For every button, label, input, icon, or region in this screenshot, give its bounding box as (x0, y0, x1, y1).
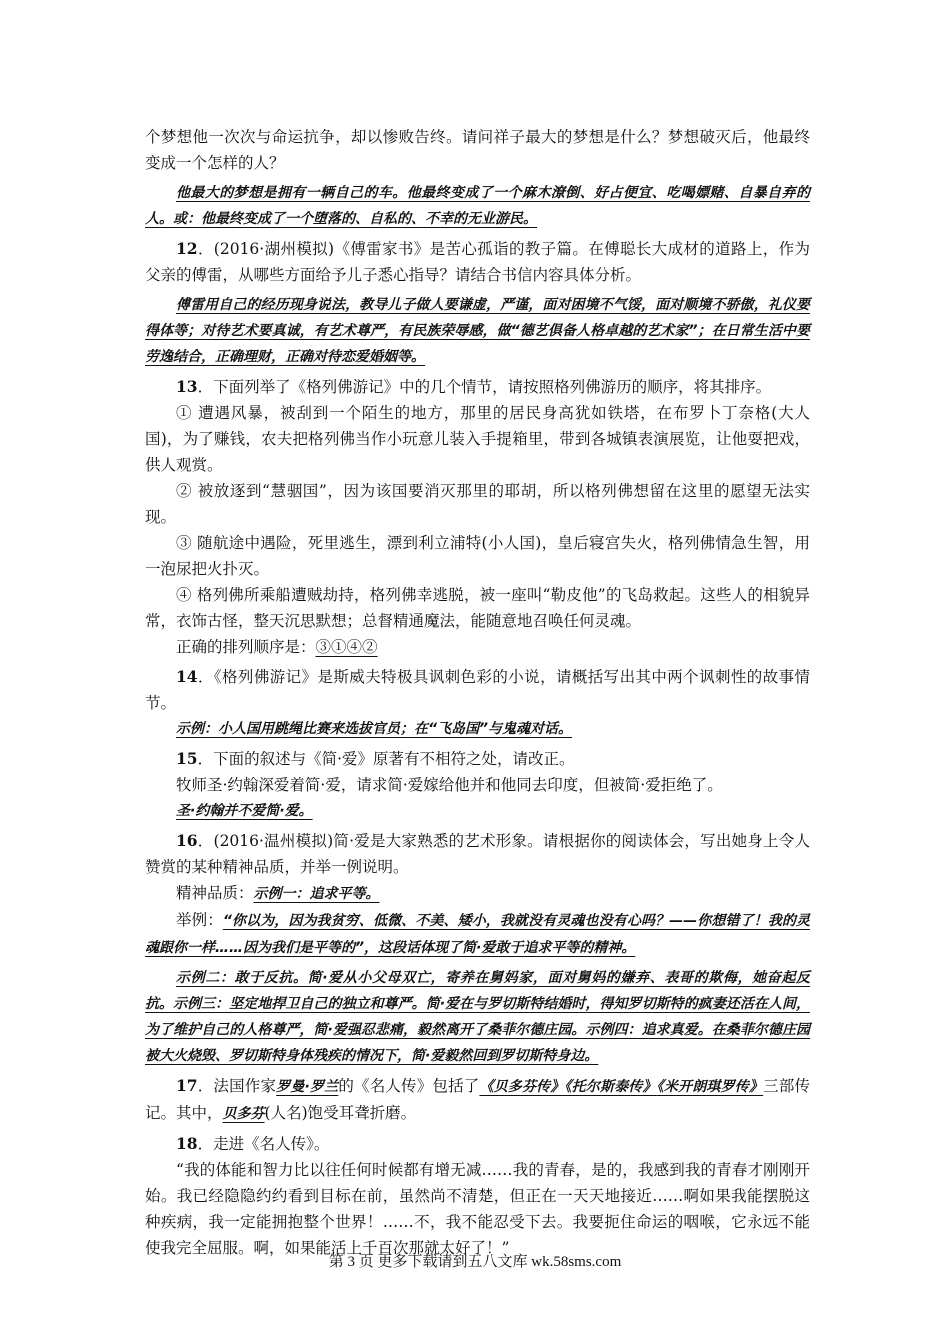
q17-author: 罗曼·罗兰 (276, 1079, 339, 1095)
q13-answer: ③①④② (315, 638, 378, 656)
q16-more-answer: 示例二：敢于反抗。简·爱从小父母双亡，寄养在舅妈家，面对舅妈的嫌弃、表哥的欺侮，她奋起反抗。示例三：坚定地捍卫自己的独立和尊严。简·爱在与罗切斯特结婚时，得知罗切斯特的疯妻还活在人间，为了维护自己的人格尊严，简·爱强忍悲痛，毅然离开了桑菲尔德庄园。示例四：追求真爱。在桑菲尔德庄园被大火烧毁、罗切斯特身体残疾的情况下，简·爱毅然回到罗切斯特身边。 (145, 970, 810, 1064)
q18-quote: “我的体能和智力比以往任何时候都有增无减……我的青春，是的，我感到我的青春才刚刚开始。我已经隐隐约约看到目标在前，虽然尚不清楚，但正在一天天地接近……啊如果我能摆脱这种疾病，我一定能拥抱整个世界！……不，我不能忍受下去。我要扼住命运的咽喉，它永远不能使我完全屈服。啊，如果能活上千百次那就太好了！” (145, 1161, 810, 1257)
q16-example-answer: “你以为，因为我贫穷、低微、不美、矮小，我就没有灵魂也没有心吗？——你想错了！我的灵魂跟你一样……因为我们是平等的”，这段话体现了简·爱敢于追求平等的精神。 (145, 913, 810, 956)
question-12: 12．(2016·湖州模拟)《傅雷家书》是苦心孤诣的教子篇。在傅聪长大成材的道路上，作为父亲的傅雷，从哪些方面给予儿子悉心指导？请结合书信内容具体分析。 (145, 239, 810, 284)
q12-answer: 傅雷用自己的经历现身说法，教导儿子做人要谦虚，严谨，面对困境不气馁，面对顺境不骄傲，礼仪要得体等；对待艺术要真诚，有艺术尊严，有民族荣辱感，做“德艺俱备人格卓越的艺术家”；在日常生活中要劳逸结合，正确理财，正确对待恋爱婚姻等。 (145, 297, 810, 365)
q15-passage: 牧师圣·约翰深爱着简·爱，请求简·爱嫁给他并和他同去印度，但被简·爱拒绝了。 (176, 776, 723, 794)
q16-quality: 精神品质：示例一：追求平等。 (176, 884, 380, 902)
q13-item-4: ④ 格列佛所乘船遭贼劫持，格列佛幸逃脱，被一座叫“勒皮他”的飞岛救起。这些人的相貌异常，衣饰古怪，整天沉思默想；总督精通魔法，能随意地召唤任何灵魂。 (145, 586, 810, 630)
q16-quality-answer: 示例一：追求平等。 (253, 886, 380, 902)
question-17: 17．法国作家罗曼·罗兰的《名人传》包括了《贝多芬传》《托尔斯泰传》《米开朗琪罗传》三部传记。其中，贝多芬(人名)饱受耳聋折磨。 (145, 1076, 810, 1122)
question-15: 15．下面的叙述与《简·爱》原著有不相符之处，请改正。 (176, 749, 575, 768)
q13-item-3: ③ 随航途中遇险，死里逃生，漂到利立浦特(小人国)，皇后寝宫失火，格列佛情急生智，用一泡尿把火扑灭。 (145, 534, 810, 578)
document-page (145, 124, 810, 1261)
q14-answer: 示例：小人国用跳绳比赛来选拔官员；在“飞岛国”与鬼魂对话。 (176, 721, 573, 737)
q13-order: 正确的排列顺序是：③①④② (176, 638, 378, 656)
question-16: 16．(2016·温州模拟)简·爱是大家熟悉的艺术形象。请根据你的阅读体会，写出她身上令人赞赏的某种精神品质，并举一例说明。 (145, 831, 810, 876)
q13-item-2: ② 被放逐到“慧骃国”，因为该国要消灭那里的耶胡，所以格列佛想留在这里的愿望无法实现。 (145, 482, 810, 526)
question-18: 18．走进《名人传》。 (176, 1134, 330, 1153)
question-13: 13．下面列举了《格列佛游记》中的几个情节，请按照格列佛游历的顺序，将其排序。 (176, 377, 772, 396)
q15-answer: 圣·约翰并不爱简·爱。 (176, 803, 313, 819)
page-footer: 第 3 页 更多下载请到五八文库 wk.58sms.com (328, 1254, 622, 1270)
question-14: 14．《格列佛游记》是斯威夫特极具讽刺色彩的小说，请概括写出其中两个讽刺性的故事情节。 (145, 667, 810, 712)
q11-answer: 他最大的梦想是拥有一辆自己的车。他最终变成了一个麻木潦倒、好占便宜、吃喝嫖赌、自暴自弃的人。或：他最终变成了一个堕落的、自私的、不幸的无业游民。 (145, 185, 810, 227)
q13-item-1: ① 遭遇风暴，被刮到一个陌生的地方，那里的居民身高犹如铁塔，在布罗卜丁奈格(大人国)，为了赚钱，农夫把格列佛当作小玩意儿装入手提箱里，带到各城镇表演展览，让他耍把戏，供人观赏。 (145, 404, 810, 474)
q16-example: 举例：“你以为，因为我贫穷、低微、不美、矮小，我就没有灵魂也没有心吗？——你想错了！我的灵魂跟你一样……因为我们是平等的”，这段话体现了简·爱敢于追求平等的精神。 (145, 911, 810, 956)
q11-continuation: 个梦想他一次次与命运抗争，却以惨败告终。请问祥子最大的梦想是什么？梦想破灭后，他最终变成一个怎样的人？ (145, 128, 810, 172)
